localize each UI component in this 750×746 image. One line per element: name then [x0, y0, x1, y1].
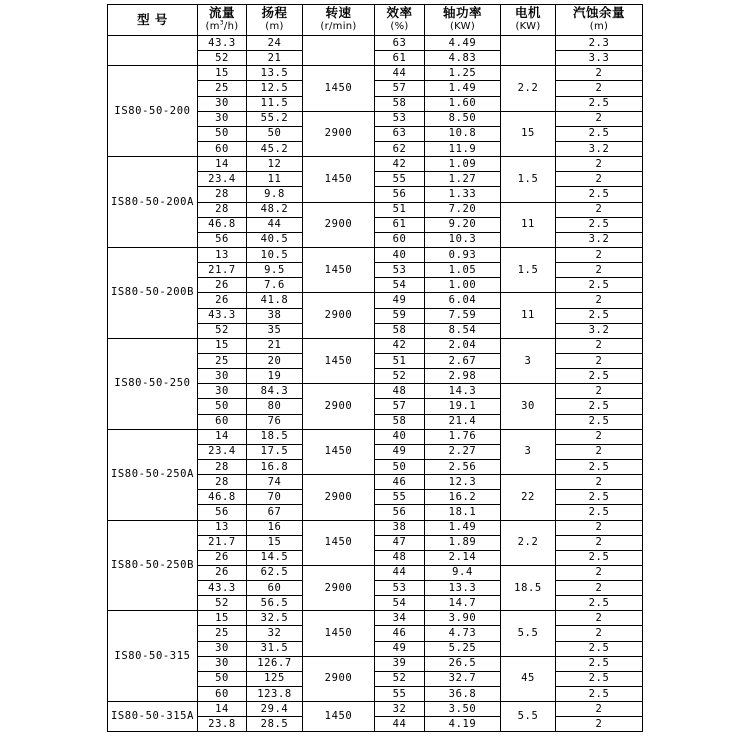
cell-efficiency: 38: [375, 520, 425, 535]
header-npsh: 汽蚀余量 (m): [556, 5, 643, 36]
cell-npsh: 2.5: [556, 505, 643, 520]
header-motor: 电机 (KW): [501, 5, 556, 36]
cell-head: 24: [247, 36, 303, 51]
cell-flow: 56: [198, 232, 247, 247]
cell-head: 19: [247, 369, 303, 384]
cell-head: 18.5: [247, 429, 303, 444]
cell-npsh: 2.5: [556, 399, 643, 414]
cell-npsh: 2: [556, 293, 643, 308]
cell-flow: 30: [198, 369, 247, 384]
cell-efficiency: 56: [375, 187, 425, 202]
cell-motor: 18.5: [501, 565, 556, 610]
cell-shaft-power: 32.7: [425, 671, 501, 686]
cell-speed: 2900: [303, 111, 375, 156]
cell-npsh: 2.5: [556, 369, 643, 384]
cell-efficiency: 42: [375, 338, 425, 353]
cell-flow: 43.3: [198, 308, 247, 323]
cell-npsh: 3.2: [556, 141, 643, 156]
cell-motor: 3: [501, 338, 556, 383]
cell-npsh: 2: [556, 581, 643, 596]
cell-flow: 23.4: [198, 444, 247, 459]
cell-head: 7.6: [247, 278, 303, 293]
cell-efficiency: 53: [375, 263, 425, 278]
cell-shaft-power: 1.89: [425, 535, 501, 550]
cell-head: 21: [247, 51, 303, 66]
cell-efficiency: 49: [375, 641, 425, 656]
cell-shaft-power: 2.04: [425, 338, 501, 353]
cell-npsh: 2: [556, 520, 643, 535]
cell-efficiency: 44: [375, 565, 425, 580]
cell-shaft-power: 7.20: [425, 202, 501, 217]
cell-head: 21: [247, 338, 303, 353]
cell-head: 126.7: [247, 656, 303, 671]
cell-npsh: 2: [556, 475, 643, 490]
cell-shaft-power: 9.20: [425, 217, 501, 232]
table-body: [108, 5, 643, 732]
cell-flow: 50: [198, 399, 247, 414]
cell-npsh: 2: [556, 172, 643, 187]
cell-efficiency: 44: [375, 717, 425, 732]
header-model: 型 号: [108, 5, 198, 36]
cell-head: 48.2: [247, 202, 303, 217]
cell-npsh: 2: [556, 263, 643, 278]
cell-shaft-power: 8.54: [425, 323, 501, 338]
cell-flow: 15: [198, 611, 247, 626]
cell-motor: 30: [501, 384, 556, 429]
cell-npsh: 2.3: [556, 36, 643, 51]
cell-flow: 14: [198, 157, 247, 172]
cell-efficiency: 58: [375, 96, 425, 111]
cell-efficiency: 39: [375, 656, 425, 671]
cell-flow: 30: [198, 641, 247, 656]
cell-head: 13.5: [247, 66, 303, 81]
pump-spec-table: [107, 4, 643, 732]
cell-motor: 1.5: [501, 157, 556, 202]
cell-efficiency: 62: [375, 141, 425, 156]
cell-head: 14.5: [247, 550, 303, 565]
cell-npsh: 3.3: [556, 51, 643, 66]
cell-efficiency: 60: [375, 232, 425, 247]
cell-head: 56.5: [247, 596, 303, 611]
cell-speed: 1450: [303, 520, 375, 565]
cell-shaft-power: 10.3: [425, 232, 501, 247]
cell-head: 9.5: [247, 263, 303, 278]
cell-head: 76: [247, 414, 303, 429]
cell-efficiency: 46: [375, 626, 425, 641]
cell-npsh: 2: [556, 429, 643, 444]
cell-efficiency: 55: [375, 172, 425, 187]
cell-shaft-power: 12.3: [425, 475, 501, 490]
cell-npsh: 3.2: [556, 232, 643, 247]
cell-flow: 21.7: [198, 263, 247, 278]
cell-flow: 14: [198, 702, 247, 717]
cell-npsh: 2: [556, 565, 643, 580]
cell-shaft-power: 2.67: [425, 353, 501, 368]
cell-shaft-power: 0.93: [425, 247, 501, 262]
cell-speed-empty: [303, 36, 375, 66]
cell-npsh: 2.5: [556, 656, 643, 671]
cell-speed: 1450: [303, 247, 375, 292]
cell-efficiency: 55: [375, 687, 425, 702]
cell-flow: 25: [198, 353, 247, 368]
cell-flow: 43.3: [198, 581, 247, 596]
cell-shaft-power: 4.83: [425, 51, 501, 66]
cell-efficiency: 63: [375, 36, 425, 51]
cell-speed: 1450: [303, 157, 375, 202]
cell-npsh: 2: [556, 384, 643, 399]
cell-head: 45.2: [247, 141, 303, 156]
cell-efficiency: 47: [375, 535, 425, 550]
cell-npsh: 2: [556, 535, 643, 550]
cell-head: 31.5: [247, 641, 303, 656]
cell-shaft-power: 36.8: [425, 687, 501, 702]
cell-efficiency: 32: [375, 702, 425, 717]
cell-efficiency: 54: [375, 596, 425, 611]
cell-motor: 5.5: [501, 702, 556, 732]
cell-head: 55.2: [247, 111, 303, 126]
cell-efficiency: 56: [375, 505, 425, 520]
cell-npsh: 2.5: [556, 308, 643, 323]
cell-speed: 1450: [303, 702, 375, 732]
cell-efficiency: 46: [375, 475, 425, 490]
cell-flow: 60: [198, 414, 247, 429]
cell-speed: 2900: [303, 384, 375, 429]
cell-speed: 2900: [303, 656, 375, 701]
cell-speed: 1450: [303, 429, 375, 474]
cell-shaft-power: 1.05: [425, 263, 501, 278]
cell-flow: 26: [198, 293, 247, 308]
cell-head: 32: [247, 626, 303, 641]
cell-efficiency: 49: [375, 444, 425, 459]
cell-speed: 2900: [303, 475, 375, 520]
cell-head: 17.5: [247, 444, 303, 459]
cell-npsh: 2: [556, 157, 643, 172]
cell-shaft-power: 2.56: [425, 459, 501, 474]
cell-head: 60: [247, 581, 303, 596]
cell-head: 12: [247, 157, 303, 172]
cell-head: 11.5: [247, 96, 303, 111]
header-head: 扬程 (m): [247, 5, 303, 36]
cell-head: 80: [247, 399, 303, 414]
cell-npsh: 2: [556, 338, 643, 353]
cell-model: IS80-50-250B: [108, 520, 198, 611]
cell-npsh: 2.5: [556, 596, 643, 611]
cell-flow: 30: [198, 656, 247, 671]
cell-npsh: 2: [556, 66, 643, 81]
cell-model: IS80-50-315: [108, 611, 198, 702]
table-row: [108, 36, 643, 51]
cell-npsh: 2: [556, 111, 643, 126]
cell-efficiency: 34: [375, 611, 425, 626]
cell-head: 70: [247, 490, 303, 505]
cell-shaft-power: 19.1: [425, 399, 501, 414]
cell-motor: 3: [501, 429, 556, 474]
cell-flow: 13: [198, 520, 247, 535]
cell-shaft-power: 4.73: [425, 626, 501, 641]
cell-npsh: 2: [556, 353, 643, 368]
cell-head: 28.5: [247, 717, 303, 732]
cell-efficiency: 59: [375, 308, 425, 323]
cell-flow: 14: [198, 429, 247, 444]
cell-head: 35: [247, 323, 303, 338]
cell-flow: 28: [198, 187, 247, 202]
cell-motor: 11: [501, 293, 556, 338]
header-flow: 流量 $(m^3/h)$: [198, 5, 247, 36]
cell-npsh: 2: [556, 717, 643, 732]
cell-speed: 2900: [303, 565, 375, 610]
table-row: [108, 66, 643, 81]
cell-flow: 13: [198, 247, 247, 262]
cell-efficiency: 50: [375, 459, 425, 474]
cell-efficiency: 61: [375, 217, 425, 232]
cell-motor: 1.5: [501, 247, 556, 292]
cell-shaft-power: 1.09: [425, 157, 501, 172]
cell-model-empty: [108, 36, 198, 66]
cell-npsh: 2: [556, 702, 643, 717]
cell-flow: 52: [198, 51, 247, 66]
cell-shaft-power: 2.27: [425, 444, 501, 459]
cell-flow: 52: [198, 323, 247, 338]
cell-flow: 26: [198, 550, 247, 565]
cell-flow: 52: [198, 596, 247, 611]
cell-efficiency: 40: [375, 247, 425, 262]
cell-flow: 46.8: [198, 217, 247, 232]
cell-speed: 1450: [303, 611, 375, 656]
cell-efficiency: 53: [375, 581, 425, 596]
cell-head: 50: [247, 126, 303, 141]
cell-head: 16: [247, 520, 303, 535]
cell-head: 16.8: [247, 459, 303, 474]
cell-npsh: 3.2: [556, 323, 643, 338]
cell-head: 20: [247, 353, 303, 368]
table-row: [108, 702, 643, 717]
cell-head: 41.8: [247, 293, 303, 308]
cell-shaft-power: 13.3: [425, 581, 501, 596]
cell-efficiency: 42: [375, 157, 425, 172]
cell-model: IS80-50-250: [108, 338, 198, 429]
cell-model: IS80-50-200B: [108, 247, 198, 338]
cell-efficiency: 61: [375, 51, 425, 66]
cell-motor: 45: [501, 656, 556, 701]
cell-efficiency: 48: [375, 384, 425, 399]
cell-flow: 23.4: [198, 172, 247, 187]
cell-shaft-power: 8.50: [425, 111, 501, 126]
cell-flow: 30: [198, 384, 247, 399]
cell-head: 62.5: [247, 565, 303, 580]
cell-flow: 25: [198, 626, 247, 641]
cell-flow: 50: [198, 671, 247, 686]
cell-efficiency: 57: [375, 399, 425, 414]
cell-flow: 43.3: [198, 36, 247, 51]
cell-npsh: 2.5: [556, 490, 643, 505]
cell-head: 84.3: [247, 384, 303, 399]
cell-shaft-power: 1.76: [425, 429, 501, 444]
cell-efficiency: 58: [375, 323, 425, 338]
cell-model: IS80-50-200: [108, 66, 198, 157]
cell-npsh: 2.5: [556, 550, 643, 565]
cell-flow: 28: [198, 202, 247, 217]
cell-flow: 23.8: [198, 717, 247, 732]
cell-head: 29.4: [247, 702, 303, 717]
cell-shaft-power: 1.25: [425, 66, 501, 81]
cell-flow: 28: [198, 475, 247, 490]
cell-motor: 11: [501, 202, 556, 247]
cell-shaft-power: 9.4: [425, 565, 501, 580]
cell-flow: 25: [198, 81, 247, 96]
cell-efficiency: 44: [375, 66, 425, 81]
cell-head: 12.5: [247, 81, 303, 96]
cell-shaft-power: 10.8: [425, 126, 501, 141]
cell-npsh: 2: [556, 626, 643, 641]
table-row: [108, 520, 643, 535]
cell-npsh: 2: [556, 444, 643, 459]
cell-shaft-power: 6.04: [425, 293, 501, 308]
cell-npsh: 2.5: [556, 414, 643, 429]
cell-efficiency: 63: [375, 126, 425, 141]
cell-shaft-power: 18.1: [425, 505, 501, 520]
cell-npsh: 2: [556, 611, 643, 626]
cell-npsh: 2.5: [556, 278, 643, 293]
cell-efficiency: 40: [375, 429, 425, 444]
cell-shaft-power: 3.50: [425, 702, 501, 717]
cell-npsh: 2.5: [556, 641, 643, 656]
cell-shaft-power: 1.60: [425, 96, 501, 111]
cell-npsh: 2: [556, 247, 643, 262]
cell-shaft-power: 14.7: [425, 596, 501, 611]
cell-flow: 46.8: [198, 490, 247, 505]
cell-speed: 2900: [303, 293, 375, 338]
cell-efficiency: 58: [375, 414, 425, 429]
cell-head: 11: [247, 172, 303, 187]
cell-efficiency: 57: [375, 81, 425, 96]
cell-motor: 15: [501, 111, 556, 156]
cell-efficiency: 51: [375, 353, 425, 368]
cell-flow: 50: [198, 126, 247, 141]
cell-head: 123.8: [247, 687, 303, 702]
cell-npsh: 2: [556, 81, 643, 96]
cell-flow: 56: [198, 505, 247, 520]
cell-head: 74: [247, 475, 303, 490]
cell-npsh: 2.5: [556, 187, 643, 202]
cell-flow: 30: [198, 96, 247, 111]
header-efficiency: 效率 (%): [375, 5, 425, 36]
cell-flow: 26: [198, 565, 247, 580]
header-row: [108, 5, 643, 36]
cell-shaft-power: 7.59: [425, 308, 501, 323]
cell-flow: 60: [198, 687, 247, 702]
cell-flow: 60: [198, 141, 247, 156]
cell-npsh: 2.5: [556, 687, 643, 702]
cell-npsh: 2: [556, 202, 643, 217]
cell-efficiency: 51: [375, 202, 425, 217]
cell-efficiency: 48: [375, 550, 425, 565]
cell-shaft-power: 14.3: [425, 384, 501, 399]
cell-model: IS80-50-315A: [108, 702, 198, 732]
cell-head: 67: [247, 505, 303, 520]
cell-flow: 30: [198, 111, 247, 126]
cell-npsh: 2.5: [556, 671, 643, 686]
cell-efficiency: 52: [375, 671, 425, 686]
cell-npsh: 2.5: [556, 126, 643, 141]
cell-shaft-power: 4.19: [425, 717, 501, 732]
cell-shaft-power: 1.00: [425, 278, 501, 293]
table-row: [108, 429, 643, 444]
cell-shaft-power: 2.98: [425, 369, 501, 384]
cell-shaft-power: 11.9: [425, 141, 501, 156]
header-shaft-power: 轴功率 (KW): [425, 5, 501, 36]
cell-shaft-power: 2.14: [425, 550, 501, 565]
cell-flow: 26: [198, 278, 247, 293]
header-speed: 转速 (r/min): [303, 5, 375, 36]
cell-speed: 1450: [303, 338, 375, 383]
cell-flow: 21.7: [198, 535, 247, 550]
cell-motor: 22: [501, 475, 556, 520]
cell-motor: 2.2: [501, 520, 556, 565]
cell-head: 38: [247, 308, 303, 323]
cell-shaft-power: 1.49: [425, 520, 501, 535]
cell-flow: 15: [198, 338, 247, 353]
cell-shaft-power: 5.25: [425, 641, 501, 656]
cell-efficiency: 55: [375, 490, 425, 505]
cell-npsh: 2.5: [556, 459, 643, 474]
cell-shaft-power: 16.2: [425, 490, 501, 505]
cell-npsh: 2.5: [556, 217, 643, 232]
cell-head: 40.5: [247, 232, 303, 247]
cell-model: IS80-50-200A: [108, 157, 198, 248]
cell-flow: 28: [198, 459, 247, 474]
cell-head: 10.5: [247, 247, 303, 262]
cell-shaft-power: 1.49: [425, 81, 501, 96]
cell-npsh: 2.5: [556, 96, 643, 111]
cell-shaft-power: 1.27: [425, 172, 501, 187]
cell-speed: 1450: [303, 66, 375, 111]
cell-head: 32.5: [247, 611, 303, 626]
cell-motor-empty: [501, 36, 556, 66]
cell-motor: 5.5: [501, 611, 556, 656]
cell-head: 9.8: [247, 187, 303, 202]
cell-head: 125: [247, 671, 303, 686]
cell-efficiency: 49: [375, 293, 425, 308]
cell-speed: 2900: [303, 202, 375, 247]
cell-efficiency: 54: [375, 278, 425, 293]
table-row: [108, 157, 643, 172]
cell-motor: 2.2: [501, 66, 556, 111]
cell-model: IS80-50-250A: [108, 429, 198, 520]
cell-shaft-power: 4.49: [425, 36, 501, 51]
table-row: [108, 247, 643, 262]
cell-shaft-power: 1.33: [425, 187, 501, 202]
cell-flow: 15: [198, 66, 247, 81]
cell-efficiency: 52: [375, 369, 425, 384]
cell-efficiency: 53: [375, 111, 425, 126]
cell-head: 15: [247, 535, 303, 550]
table-row: [108, 611, 643, 626]
cell-head: 44: [247, 217, 303, 232]
cell-shaft-power: 3.90: [425, 611, 501, 626]
cell-shaft-power: 21.4: [425, 414, 501, 429]
table-row: [108, 338, 643, 353]
cell-shaft-power: 26.5: [425, 656, 501, 671]
